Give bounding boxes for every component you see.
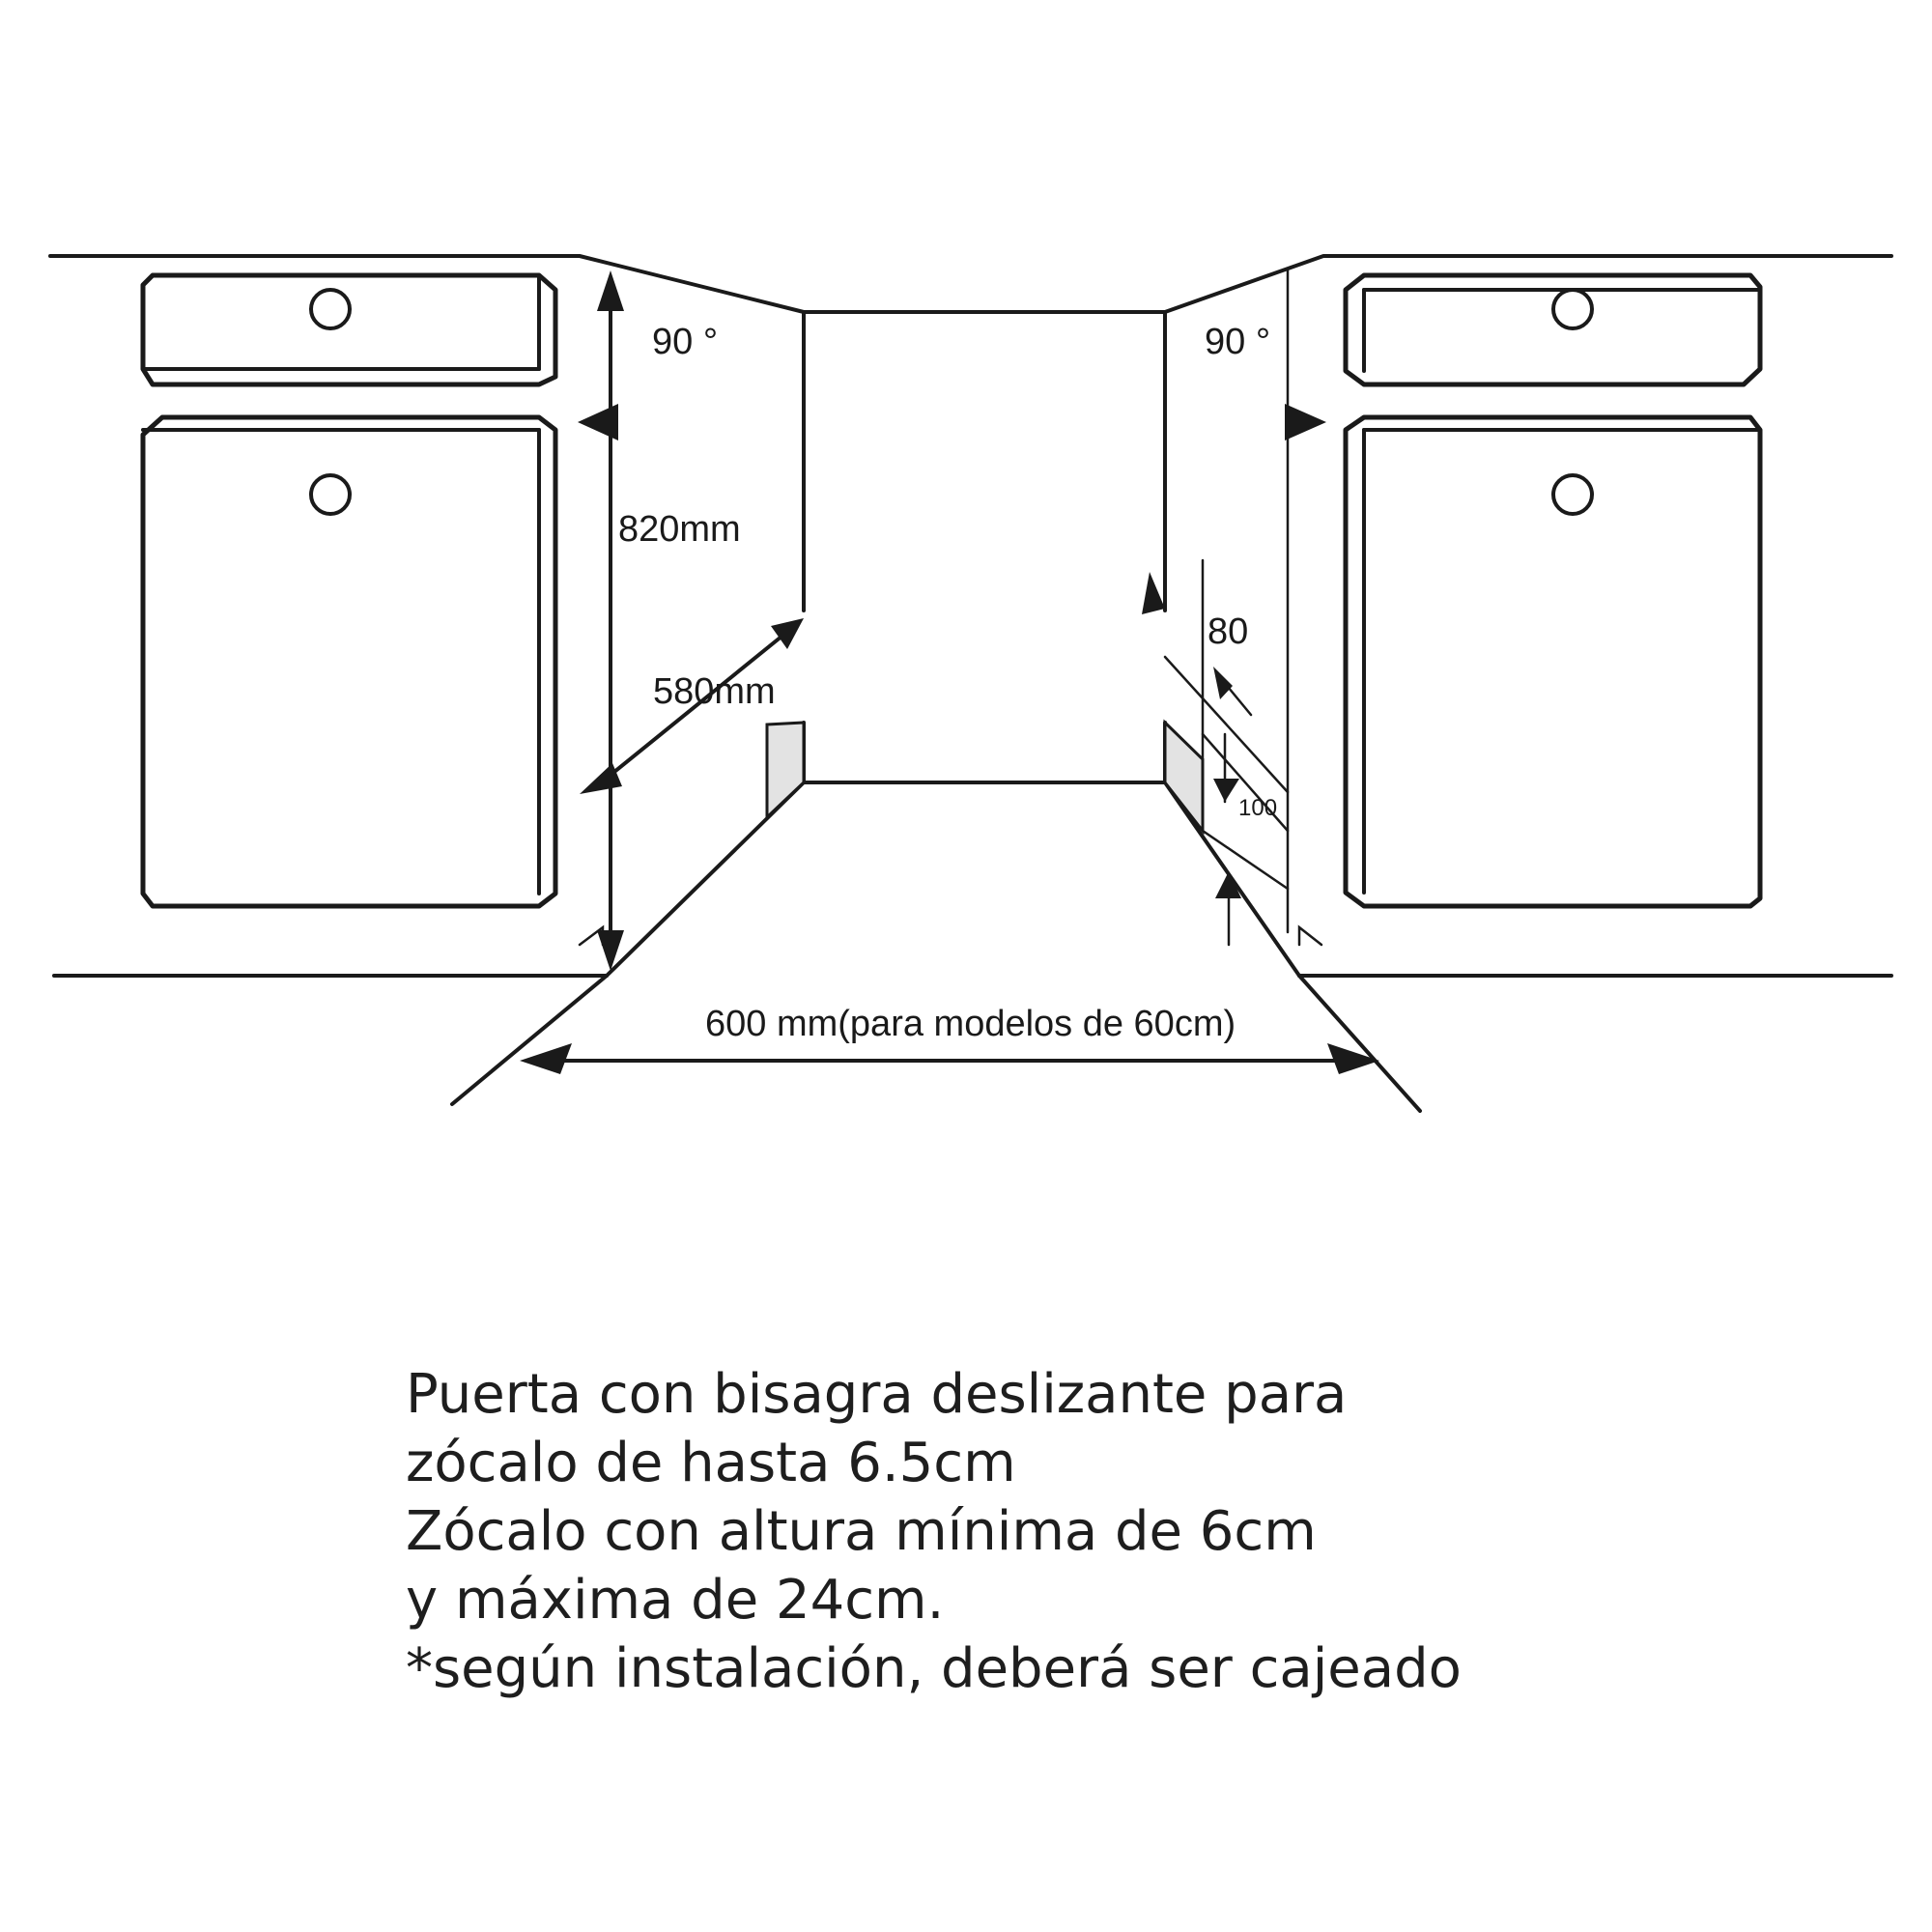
angle-marker-left-icon (578, 404, 618, 440)
corner-marker-right (1299, 927, 1321, 945)
plinth-top-label: 80 (1208, 611, 1249, 652)
angle-marker-right-icon (1285, 404, 1326, 440)
installation-notes (406, 1360, 1758, 1703)
arrow-100-top-icon (1213, 779, 1239, 802)
arrow-right-icon (1327, 1043, 1379, 1074)
arrow-left-icon (520, 1043, 572, 1074)
note-line: *según instalación, deberá ser cajeado (406, 1637, 1462, 1700)
plinth-right (1165, 723, 1203, 831)
height-dimension (578, 270, 624, 971)
floor-extension-left (452, 976, 607, 1104)
height-label: 820mm (618, 509, 741, 550)
arrow-top-icon (1142, 572, 1165, 614)
right-lower-door (1346, 417, 1760, 906)
plinth-gap-label: 100 (1238, 795, 1278, 821)
arrow-up-right-icon (771, 618, 804, 649)
angle-label-right: 90 ° (1205, 322, 1271, 362)
right-upper-drawer (1346, 275, 1760, 384)
angle-label-left: 90 ° (652, 322, 719, 362)
note-line: y máxima de 24cm. (406, 1569, 945, 1632)
note-line: zócalo de hasta 6.5cm (406, 1432, 1016, 1494)
depth-label: 580mm (653, 671, 776, 712)
note-line: Zócalo con altura mínima de 6cm (406, 1500, 1317, 1563)
left-upper-drawer (143, 275, 555, 384)
plinth-diagonal-3 (1203, 831, 1288, 889)
width-dimension (520, 1043, 1379, 1074)
note-line: Puerta con bisagra deslizante para (406, 1363, 1348, 1426)
arrow-up-icon (597, 270, 624, 311)
floor-extension-right (1299, 976, 1420, 1111)
left-lower-door (143, 417, 555, 906)
width-label: 600 mm(para modelos de 60cm) (705, 1004, 1236, 1044)
arrow-down-left-icon (580, 763, 622, 794)
arrow-80-icon (1213, 667, 1233, 699)
